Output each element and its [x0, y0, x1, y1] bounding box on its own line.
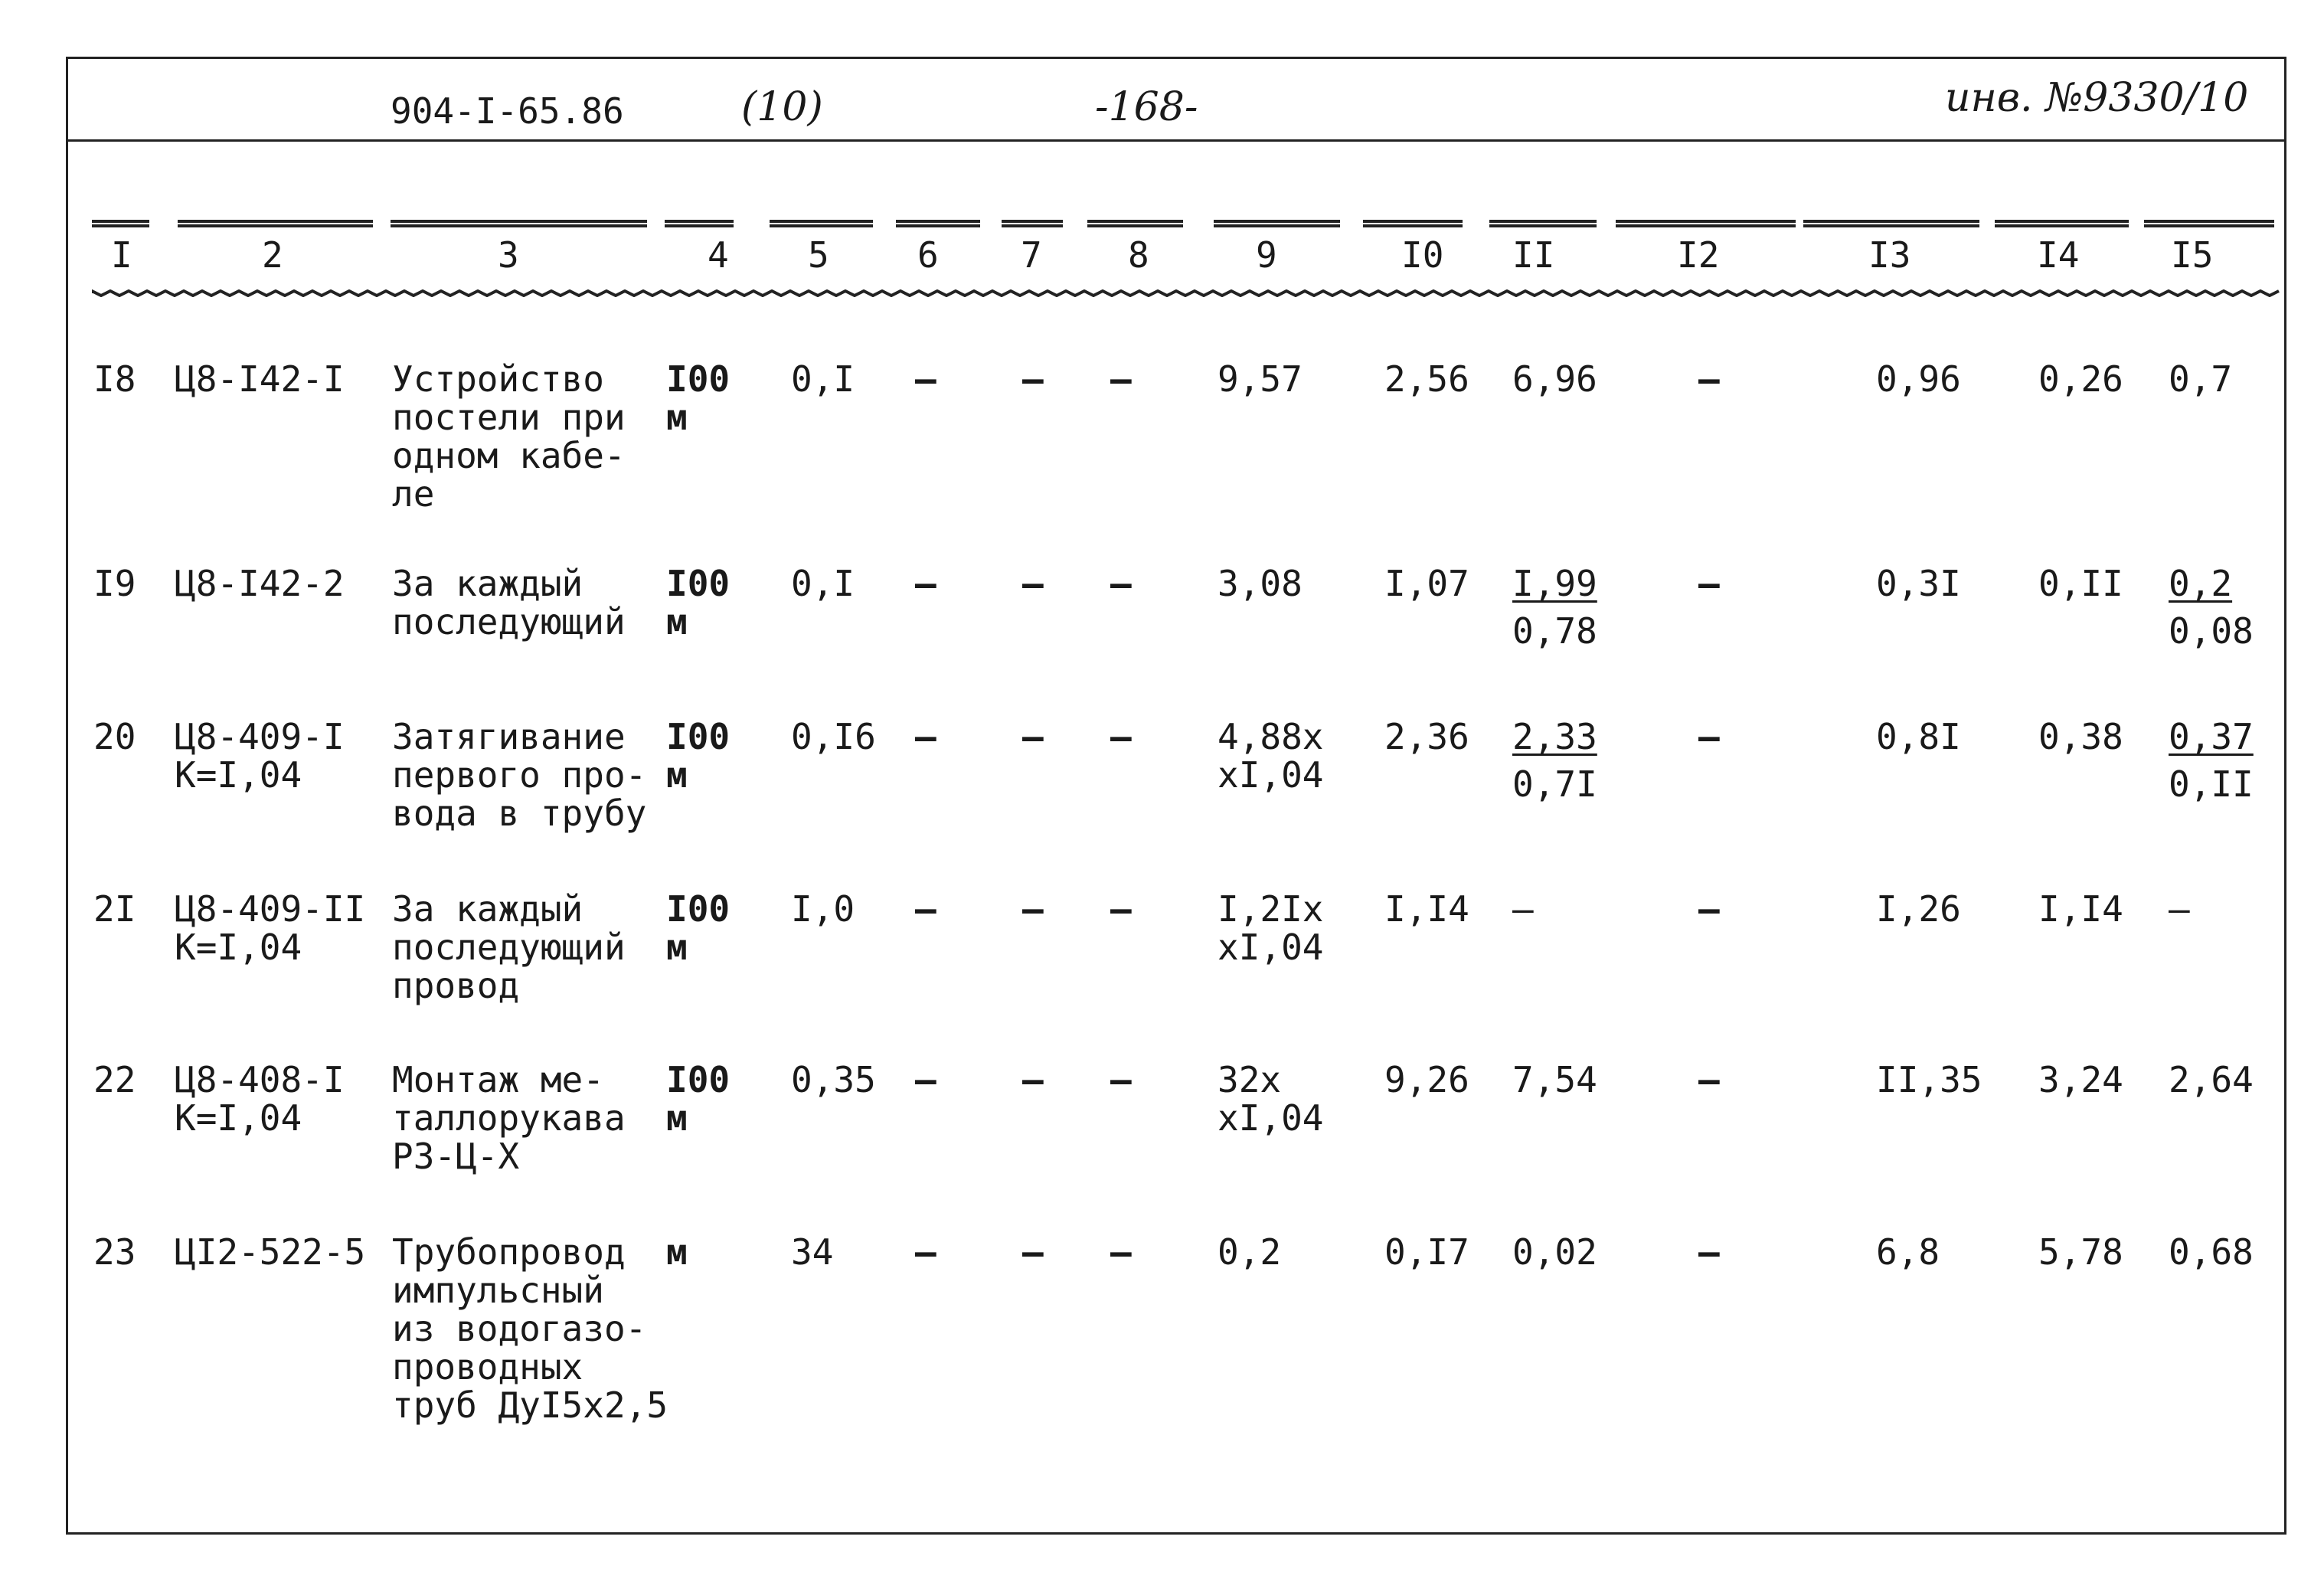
- cell-col10: 2,56: [1384, 358, 1469, 400]
- cell-col11-numerator: 2,33: [1512, 716, 1597, 757]
- cell-col8: –: [1110, 888, 1132, 930]
- cell-col11: 0,02: [1512, 1231, 1597, 1273]
- cell-col12: –: [1698, 1231, 1720, 1273]
- cell-col10: 0,I7: [1384, 1231, 1469, 1273]
- header-wavy-rule: [92, 289, 2282, 297]
- cell-col12: –: [1698, 888, 1720, 930]
- column-rule: [1363, 220, 1463, 227]
- cell-col15: 0,7: [2169, 358, 2233, 400]
- cell-col11-denominator: 0,78: [1512, 610, 1597, 652]
- cell-col14: 0,26: [2038, 358, 2123, 400]
- cell-col15-denominator: 0,08: [2169, 610, 2254, 652]
- row-number: I8: [93, 358, 136, 400]
- cell-col11: –: [1512, 888, 1534, 930]
- page-number: -168-: [1095, 84, 1198, 130]
- cell-col13: I,26: [1876, 888, 1961, 930]
- cell-col5: 0,35: [791, 1059, 876, 1100]
- row-name: За каждый последующий провод: [392, 888, 626, 1006]
- column-rule: [1489, 220, 1597, 227]
- row-unit: I00 м: [666, 716, 731, 796]
- row-unit: м: [666, 1231, 688, 1273]
- row-name: За каждый последующий: [392, 563, 626, 642]
- cell-col10: I,I4: [1384, 888, 1469, 930]
- cell-col6: –: [915, 563, 936, 604]
- cell-col6: –: [915, 1231, 936, 1273]
- cell-col6: –: [915, 716, 936, 757]
- column-rule: [1995, 220, 2129, 227]
- cell-col12: –: [1698, 358, 1720, 400]
- cell-col7: –: [1022, 888, 1044, 930]
- cell-col11: 6,96: [1512, 358, 1597, 400]
- cell-col14: 3,24: [2038, 1059, 2123, 1100]
- sheet-mark: (10): [741, 84, 823, 130]
- column-number: 9: [1256, 234, 1277, 276]
- cell-col9: I,2Iх хI,04: [1218, 888, 1324, 968]
- cell-col14: I,I4: [2038, 888, 2123, 930]
- cell-col8: –: [1110, 1231, 1132, 1273]
- cell-col15-fraction: [2169, 564, 2254, 650]
- cell-col9: 3,08: [1218, 563, 1303, 604]
- cell-col13: II,35: [1876, 1059, 1982, 1100]
- column-number: I2: [1677, 234, 1720, 276]
- row-number: 23: [93, 1231, 136, 1273]
- column-rule: [2144, 220, 2274, 227]
- column-rule: [770, 220, 873, 227]
- column-number: I: [111, 234, 132, 276]
- row-code: Ц8-409-II К=I,04: [175, 888, 366, 968]
- cell-col10: 2,36: [1384, 716, 1469, 757]
- column-rule: [1087, 220, 1183, 227]
- row-name: Устройство постели при одном кабе- ле: [392, 358, 626, 515]
- column-rule: [178, 220, 373, 227]
- cell-col13: 0,96: [1876, 358, 1961, 400]
- cell-col15: –: [2169, 888, 2190, 930]
- cell-col14: 5,78: [2038, 1231, 2123, 1273]
- row-code: Ц8-409-I К=I,04: [175, 716, 345, 796]
- column-rule: [665, 220, 734, 227]
- row-code: Ц8-I42-I: [175, 358, 345, 400]
- column-number: 5: [808, 234, 829, 276]
- column-number: I4: [2037, 234, 2080, 276]
- column-number: 7: [1021, 234, 1042, 276]
- row-number: 20: [93, 716, 136, 757]
- cell-col7: –: [1022, 1059, 1044, 1100]
- header-rule: [66, 139, 2286, 142]
- cell-col11: 7,54: [1512, 1059, 1597, 1100]
- column-number: 8: [1128, 234, 1149, 276]
- cell-col5: 34: [791, 1231, 834, 1273]
- cell-col12: –: [1698, 716, 1720, 757]
- cell-col13: 0,8I: [1876, 716, 1961, 757]
- cell-col11-denominator: 0,7I: [1512, 763, 1597, 805]
- cell-col5: 0,I: [791, 358, 855, 400]
- row-unit: I00 м: [666, 563, 731, 642]
- cell-col14: 0,38: [2038, 716, 2123, 757]
- column-rule: [391, 220, 647, 227]
- column-number: I3: [1868, 234, 1911, 276]
- column-number: 6: [917, 234, 939, 276]
- cell-col9: 0,2: [1218, 1231, 1282, 1273]
- cell-col5: I,0: [791, 888, 855, 930]
- column-rule: [1803, 220, 1979, 227]
- row-unit: I00 м: [666, 358, 731, 438]
- cell-col7: –: [1022, 716, 1044, 757]
- cell-col9: 4,88х хI,04: [1218, 716, 1324, 796]
- column-number: I5: [2171, 234, 2214, 276]
- row-name: Затягивание первого про- вода в трубу: [392, 716, 647, 834]
- column-number: I0: [1401, 234, 1444, 276]
- row-code: Ц8-408-I К=I,04: [175, 1059, 345, 1139]
- cell-col8: –: [1110, 716, 1132, 757]
- cell-col15: 2,64: [2169, 1059, 2254, 1100]
- cell-col10: I,07: [1384, 563, 1469, 604]
- cell-col10: 9,26: [1384, 1059, 1469, 1100]
- column-rule: [896, 220, 980, 227]
- cell-col11-numerator: I,99: [1512, 563, 1597, 604]
- cell-col15-denominator: 0,II: [2169, 763, 2254, 805]
- cell-col5: 0,I6: [791, 716, 876, 757]
- column-number: 3: [498, 234, 519, 276]
- row-name: Трубопровод импульсный из водогазо- проводных труб ДуI5х2,5: [392, 1231, 668, 1426]
- cell-col15-numerator: 0,2: [2169, 563, 2233, 604]
- column-rule: [1002, 220, 1063, 227]
- cell-col7: –: [1022, 358, 1044, 400]
- cell-col8: –: [1110, 563, 1132, 604]
- row-number: 22: [93, 1059, 136, 1100]
- cell-col6: –: [915, 888, 936, 930]
- cell-col7: –: [1022, 563, 1044, 604]
- cell-col14: 0,II: [2038, 563, 2123, 604]
- cell-col13: 0,3I: [1876, 563, 1961, 604]
- column-number: 2: [262, 234, 283, 276]
- cell-col6: –: [915, 358, 936, 400]
- row-unit: I00 м: [666, 1059, 731, 1139]
- cell-col12: –: [1698, 1059, 1720, 1100]
- column-rule: [1214, 220, 1340, 227]
- cell-col9: 32х хI,04: [1218, 1059, 1324, 1139]
- cell-col15: 0,68: [2169, 1231, 2254, 1273]
- row-code: Ц8-I42-2: [175, 563, 345, 604]
- column-rule: [92, 220, 149, 227]
- row-code: ЦI2-522-5: [175, 1231, 366, 1273]
- cell-col7: –: [1022, 1231, 1044, 1273]
- row-name: Монтаж ме- таллорукава РЗ-Ц-Х: [392, 1059, 626, 1177]
- cell-col13: 6,8: [1876, 1231, 1940, 1273]
- cell-col11-fraction: [1512, 718, 1597, 803]
- cell-col6: –: [915, 1059, 936, 1100]
- column-rule: [1616, 220, 1796, 227]
- row-unit: I00 м: [666, 888, 731, 968]
- column-number: II: [1512, 234, 1555, 276]
- cell-col8: –: [1110, 358, 1132, 400]
- cell-col5: 0,I: [791, 563, 855, 604]
- cell-col12: –: [1698, 563, 1720, 604]
- cell-col11-fraction: [1512, 564, 1597, 650]
- row-number: I9: [93, 563, 136, 604]
- cell-col15-fraction: [2169, 718, 2254, 803]
- document-code: 904-I-65.86: [391, 90, 624, 132]
- cell-col15-numerator: 0,37: [2169, 716, 2254, 757]
- inventory-number: инв. №9330/10: [1945, 75, 2249, 121]
- column-number: 4: [708, 234, 729, 276]
- cell-col8: –: [1110, 1059, 1132, 1100]
- row-number: 2I: [93, 888, 136, 930]
- cell-col9: 9,57: [1218, 358, 1303, 400]
